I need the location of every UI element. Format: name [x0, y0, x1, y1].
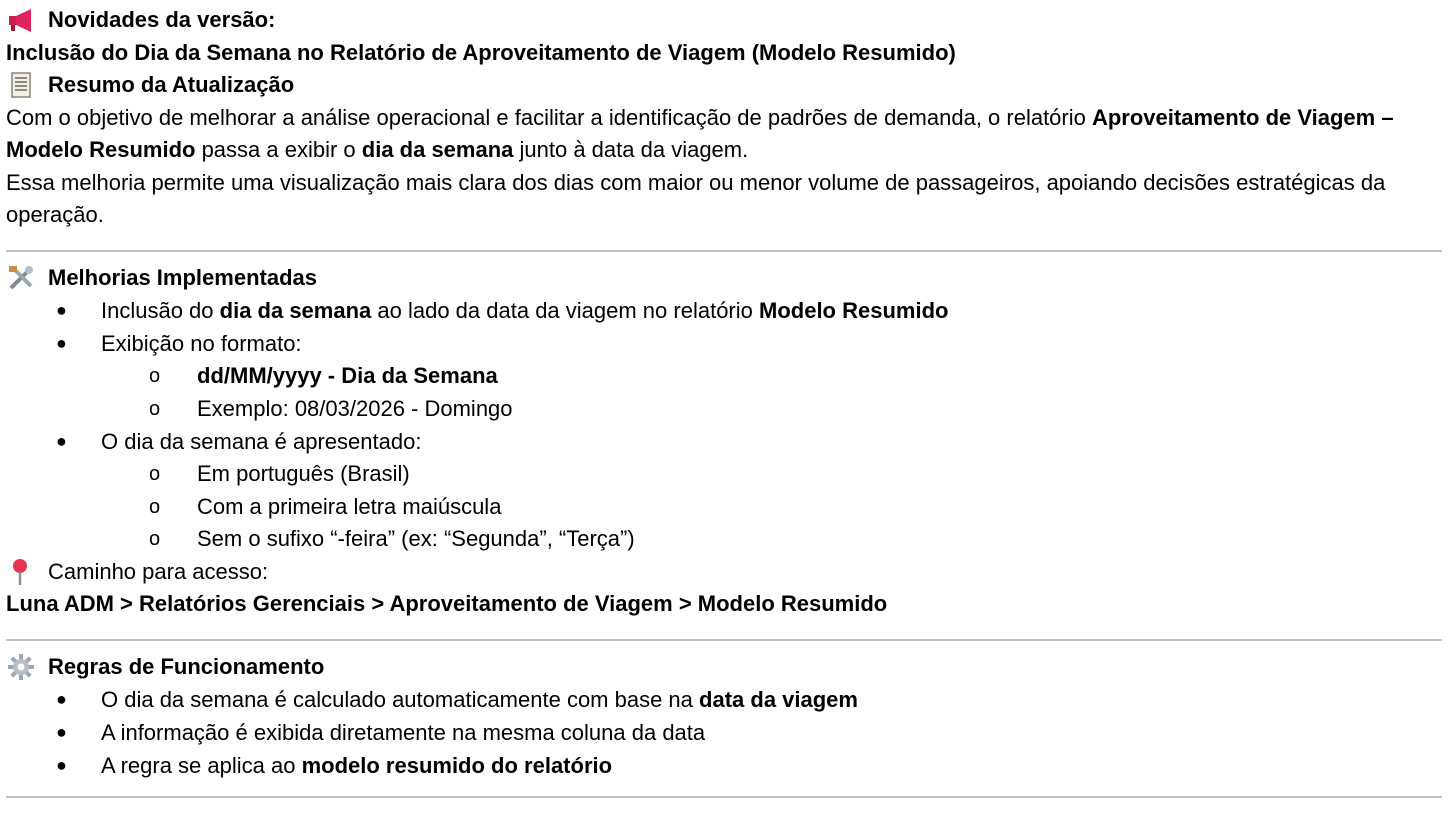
- sub-list-item: [6, 491, 1442, 524]
- improvements-heading: Melhorias Implementadas: [48, 264, 317, 290]
- megaphone-icon: [6, 5, 36, 35]
- release-title: Novidades da versão:: [48, 7, 276, 32]
- list-item: [6, 294, 1442, 327]
- sub-list-item: [6, 523, 1442, 556]
- summary-text: junto à data da viagem.: [513, 137, 749, 162]
- tools-icon: [6, 263, 36, 293]
- summary-text: Com o objetivo de melhorar a análise operacional e facilitar a identificação de padrões de demanda, o relatório: [6, 104, 1092, 130]
- sub-bullet: o: [149, 365, 161, 387]
- section-divider: [6, 639, 1442, 641]
- pushpin-icon: [6, 557, 36, 587]
- sub-item-text: Em português (Brasil): [197, 461, 410, 486]
- example-text: Exemplo: 08/03/2026 - Domingo: [197, 395, 513, 421]
- rules-heading: Regras de Funcionamento: [48, 653, 325, 679]
- item-text: Exibição no formato:: [101, 331, 302, 356]
- item-text: ao lado da data da viagem no relatório: [371, 298, 759, 323]
- sub-item-text: Com a primeira letra maiúscula: [197, 493, 502, 519]
- rules-list: [6, 683, 1442, 782]
- improvements-list: [6, 294, 1442, 556]
- access-label: Caminho para acesso:: [48, 558, 269, 584]
- summary-paragraph-1: [6, 102, 1442, 167]
- list-item: [6, 683, 1442, 716]
- sub-item-text: Sem o sufixo “-feira” (ex: “Segunda”, “Terça”): [197, 526, 635, 551]
- section-divider: [6, 250, 1442, 252]
- item-text: Inclusão do: [101, 298, 220, 323]
- bullet: ●: [56, 722, 67, 742]
- item-text: A regra se aplica ao: [101, 753, 302, 778]
- summary-paragraph-2: Essa melhoria permite uma visualização mais clara dos dias com maior ou menor volume de passageiros, apoiando decisões estratégicas da operação.: [6, 169, 1386, 227]
- item-text-bold: dia da semana: [219, 298, 372, 323]
- item-text-bold: Modelo Resumido: [759, 298, 949, 323]
- sub-bullet: o: [149, 528, 161, 550]
- list-item: [6, 327, 1442, 425]
- report-name: Aproveitamento de Viagem – Modelo Resumido: [6, 104, 1394, 162]
- summary-text: passa a exibir o: [195, 137, 362, 162]
- sub-bullet: o: [149, 397, 161, 420]
- access-path: Luna ADM > Relatórios Gerenciais > Aproveitamento de Viagem > Modelo Resumido: [6, 591, 888, 616]
- scroll-icon: [6, 70, 36, 100]
- sub-list-item: [6, 393, 1442, 426]
- item-text-bold: data da viagem: [699, 687, 858, 712]
- sub-list: [6, 458, 1442, 556]
- list-item: [6, 749, 1442, 782]
- improvements-heading-row: [6, 262, 1442, 295]
- sub-bullet: o: [149, 495, 161, 518]
- item-text: O dia da semana é calculado automaticamente com base na: [101, 687, 700, 712]
- bullet: ●: [56, 300, 67, 320]
- list-item: [6, 425, 1442, 556]
- release-title-row: [6, 4, 1442, 37]
- bullet: ●: [56, 755, 67, 775]
- rules-heading-row: [6, 651, 1442, 684]
- sub-list: [6, 360, 1442, 425]
- gear-icon: [6, 652, 36, 682]
- summary-heading-row: [6, 69, 1442, 102]
- bullet: ●: [56, 689, 67, 709]
- sub-list-item: [6, 360, 1442, 393]
- item-text: A informação é exibida diretamente na mesma coluna da data: [101, 720, 706, 745]
- bullet: ●: [56, 431, 67, 451]
- release-notes-document: [6, 4, 1442, 808]
- format-text: dd/MM/yyyy - Dia da Semana: [197, 363, 498, 388]
- summary-heading: Resumo da Atualização: [48, 72, 295, 97]
- release-subtitle: Inclusão do Dia da Semana no Relatório de Aproveitamento de Viagem (Modelo Resumido): [6, 39, 956, 65]
- item-text: O dia da semana é apresentado:: [101, 429, 422, 454]
- section-divider: [6, 796, 1442, 798]
- sub-bullet: o: [149, 463, 161, 485]
- sub-list-item: [6, 458, 1442, 491]
- bullet: ●: [56, 333, 67, 353]
- item-text-bold: modelo resumido do relatório: [301, 753, 613, 778]
- list-item: [6, 716, 1442, 749]
- weekday-term: dia da semana: [361, 137, 514, 162]
- access-label-row: [6, 556, 1442, 589]
